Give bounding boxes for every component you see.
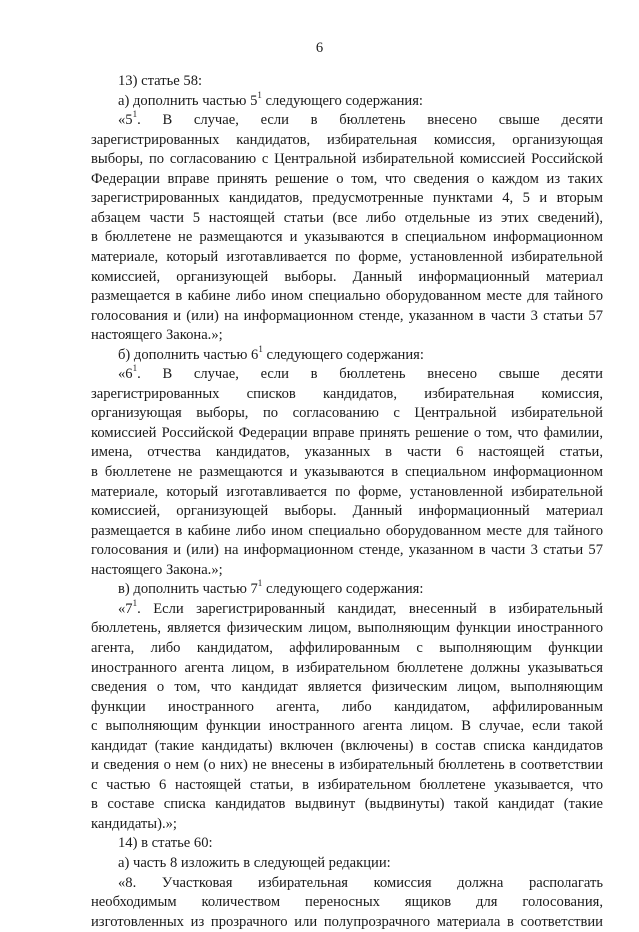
text-line: зарегистрированных кандидатов, избирательная комиссия, организующая [91, 131, 603, 148]
text-line: зарегистрированных кандидатов, предусмотренные пунктами 4, 5 и вторым [91, 190, 603, 207]
text-line: голосования и (или) на информационном стенде, указанном в части 3 статьи 57 [91, 542, 603, 559]
text-line: функции иностранного агента, либо кандидатом, аффилированным [91, 698, 603, 715]
text-line: имена, отчества кандидатов, указанных в части 6 настоящей статьи, [91, 444, 603, 461]
text-line: материале, который изготавливается по форме, установленной избирательной [91, 248, 603, 265]
text-line: в бюллетене не размещаются и указываются в специальном информационном [91, 229, 603, 246]
text-line: 14) в статье 60: [118, 835, 213, 852]
text-line: комиссией Российской Федерации вправе принять решение о том, что фамилии, [91, 424, 603, 441]
text-line: в) дополнить частью $7^1$ следующего содержания: [118, 578, 424, 598]
text-line: с частью 6 настоящей статьи, в избирательном бюллетене указывается, что [91, 776, 603, 793]
text-line: с выполняющим функции иностранного агента лицом. В случае, если такой [91, 718, 603, 735]
text-line: «$6^1$. В случае, если в бюллетень внесено свыше десяти [118, 363, 603, 383]
text-line: материале, который изготавливается по форме, установленной избирательной [91, 483, 603, 500]
text-line: комиссией, организующей выборы. Данный информационный материал [91, 268, 603, 285]
text-line: а) часть 8 изложить в следующей редакции: [118, 855, 391, 871]
text-line: иностранного агента лицом, в избирательном бюллетене должны указываться [91, 659, 603, 676]
text-line: настоящего Закона.»; [91, 327, 223, 344]
text-line: Федерации вправе принять решение о том, что сведения о каждом из таких [91, 170, 603, 187]
text-line: кандидаты).»; [91, 815, 177, 832]
text-line: размещается в кабине либо ином специально оборудованном месте для тайного [91, 522, 603, 539]
text-line: зарегистрированных списков кандидатов, избирательная комиссия, [91, 385, 603, 402]
text-line: «$5^1$. В случае, если в бюллетень внесено свыше десяти [118, 109, 603, 129]
text-line: в составе списка кандидатов выдвинут (выдвинуты) такой кандидат (такие [91, 796, 603, 813]
text-line: комиссией, организующей выборы. Данный информационный материал [91, 503, 603, 520]
text-line: изготовленных из прозрачного или полупрозрачного материала в соответствии [91, 913, 603, 930]
text-line: б) дополнить частью $6^1$ следующего содержания: [118, 343, 424, 363]
text-line: необходимым количеством переносных ящиков для голосования, [91, 894, 603, 911]
text-line: абзацем части 5 настоящей статьи (все либо отдельные из этих сведений), [91, 209, 603, 226]
text-line: выборы, по согласованию с Центральной избирательной комиссией Российской [91, 151, 603, 168]
page-number: 6 [315, 40, 324, 56]
text-line: «$7^1$. Если зарегистрированный кандидат, внесенный в избирательный [118, 597, 603, 617]
text-line: размещается в кабине либо ином специально оборудованном месте для тайного [91, 288, 603, 305]
text-line: а) дополнить частью $5^1$ следующего содержания: [118, 89, 423, 109]
text-line: сведения о том, что кандидат является физическим лицом, выполняющим [91, 679, 603, 696]
text-line: настоящего Закона.»; [91, 561, 223, 578]
text-line: голосования и (или) на информационном стенде, указанном в части 3 статьи 57 [91, 307, 603, 324]
text-line: кандидат (такие кандидаты) включен (включены) в состав списка кандидатов [91, 737, 603, 754]
text-line: организующая выборы, по согласованию с Центральной избирательной [91, 405, 603, 422]
text-line: и сведения о нем (о них) не внесены в избирательный бюллетень в соответствии [91, 757, 603, 774]
text-line: 13) статье 58: [118, 73, 203, 89]
text-line: бюллетень, является физическим лицом, выполняющим функции иностранного [91, 620, 603, 637]
text-line: агента, либо кандидатом, аффилированным с выполняющим функции [91, 639, 603, 656]
text-line: «8. Участковая избирательная комиссия должна располагать [118, 874, 603, 891]
text-line: в бюллетене не размещаются и указываются в специальном информационном [91, 464, 603, 480]
